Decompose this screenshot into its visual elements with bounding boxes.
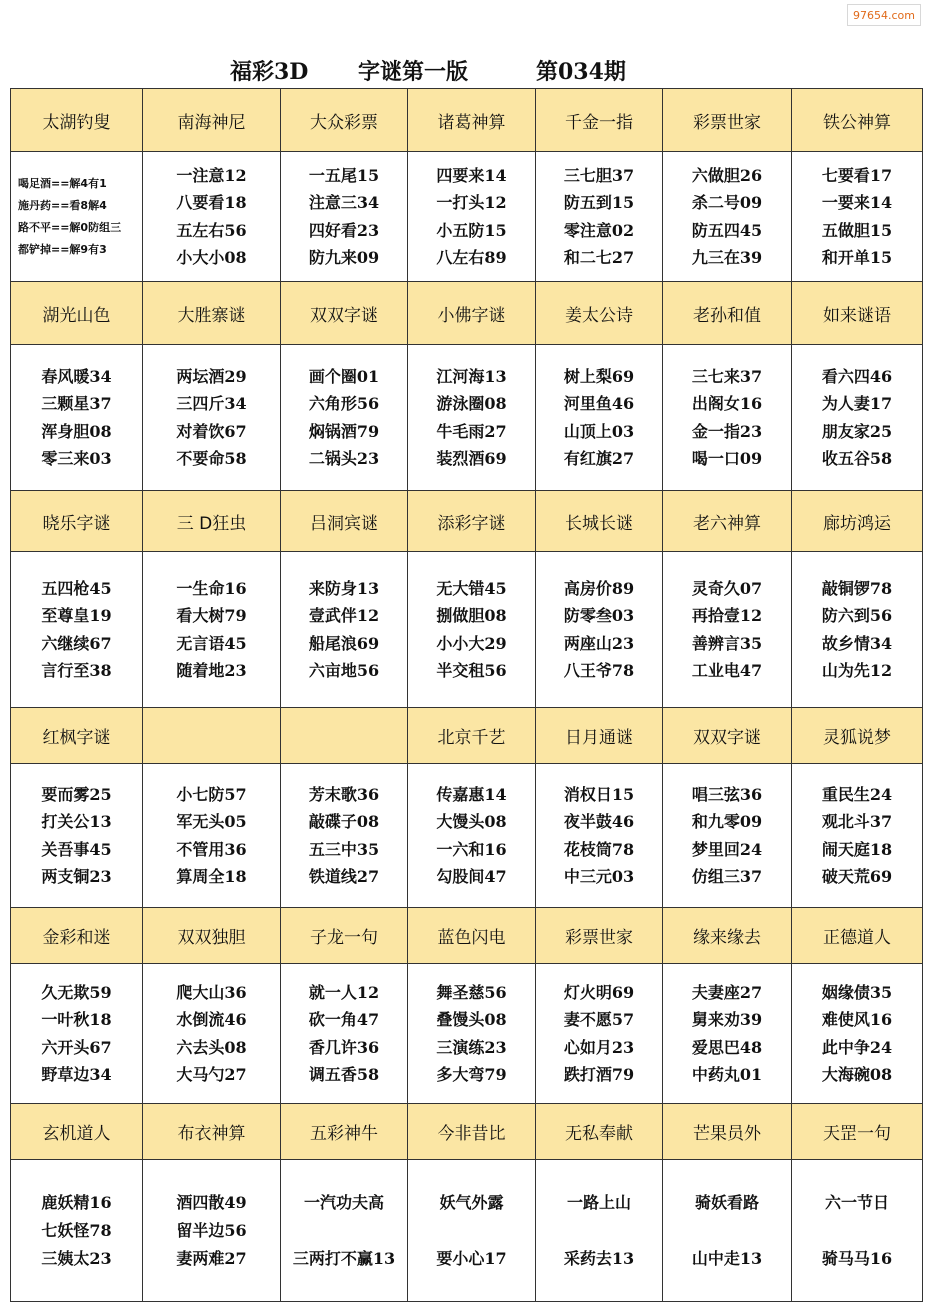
riddle-line: 舅来劝39 [691, 1010, 763, 1029]
riddle-line: 壹武伴12 [308, 606, 380, 625]
riddle-line: 言行至38 [41, 661, 112, 680]
riddle-line: 八左右89 [436, 248, 507, 267]
expert-name-cell: 添彩字谜 [408, 491, 536, 552]
expert-name-cell: 千金一指 [536, 89, 663, 152]
header-brand: 福彩3D [230, 59, 309, 85]
expert-name-cell: 今非昔比 [408, 1104, 536, 1160]
riddle-line: 二锅头23 [308, 449, 380, 468]
riddle-line: 两坛酒29 [176, 366, 247, 386]
riddle-line: 游泳圈08 [436, 394, 507, 413]
riddle-line: 花枝筒78 [563, 839, 635, 859]
riddle-line: 五做胆15 [821, 220, 893, 240]
riddle-line: 此中争24 [821, 1037, 893, 1057]
riddle-cell [281, 345, 408, 491]
expert-name-cell: 子龙一句 [281, 908, 408, 964]
riddle-line: 中三元03 [563, 867, 635, 886]
expert-name-cell: 蓝色闪电 [408, 908, 536, 964]
riddle-cell [663, 345, 792, 491]
expert-name-cell: 太湖钓叟 [11, 89, 143, 152]
riddle-line: 两座山23 [563, 633, 635, 653]
riddle-line: 算周全18 [176, 867, 247, 886]
rule-line: 喝足酒==解4有1 [18, 176, 107, 190]
expert-name-row [11, 1104, 923, 1160]
expert-name-cell: 湖光山色 [11, 282, 143, 345]
riddle-line: 两支铜23 [41, 867, 112, 886]
riddle-line: 无大错45 [436, 578, 507, 598]
riddle-cell [281, 552, 408, 708]
riddle-line: 六开头67 [41, 1037, 112, 1057]
riddle-line: 出阁女16 [691, 394, 763, 413]
riddle-cell [663, 152, 792, 282]
riddle-line: 半交租56 [436, 661, 507, 680]
riddle-line: 中药丸01 [691, 1065, 763, 1084]
expert-name-cell: 吕洞宾谜 [281, 491, 408, 552]
riddle-line: 四好看23 [308, 220, 380, 240]
riddle-line: 一要来14 [821, 193, 893, 212]
expert-name-cell: 布衣神算 [143, 1104, 281, 1160]
riddle-line: 就一人12 [308, 982, 380, 1002]
riddle-cell [792, 964, 923, 1104]
expert-name-cell: 双双字谜 [281, 282, 408, 345]
riddle-cell [663, 1160, 792, 1302]
riddle-line: 水倒流46 [176, 1010, 247, 1029]
riddle-line: 三四斤34 [176, 394, 247, 413]
riddle-line: 零注意02 [563, 220, 635, 240]
expert-name-cell: 三 D狂虫 [143, 491, 281, 552]
riddle-line: 酒四散49 [176, 1192, 247, 1212]
riddle-line: 久无欺59 [41, 982, 112, 1002]
riddle-line: 有红旗27 [563, 449, 635, 468]
riddle-line: 妻不愿57 [563, 1010, 635, 1029]
riddle-line: 舞圣慈56 [436, 982, 507, 1002]
riddle-line: 一六和16 [436, 839, 507, 859]
riddle-line: 五四枪45 [41, 578, 112, 598]
expert-name-row [11, 89, 923, 152]
riddle-line: 留半边56 [176, 1220, 247, 1240]
riddle-line: 收五谷58 [821, 449, 893, 468]
riddle-line: 再拾壹12 [691, 606, 763, 625]
riddle-line: 多大弯79 [436, 1065, 507, 1084]
riddle-line: 河里鱼46 [563, 394, 635, 413]
expert-name-cell: 大胜寨谜 [143, 282, 281, 345]
riddle-line: 树上梨69 [563, 366, 635, 386]
riddle-line: 牛毛雨27 [436, 421, 507, 441]
expert-name-cell: 日月通谜 [536, 708, 663, 764]
riddle-line: 捌做胆08 [436, 606, 507, 625]
riddle-line: 梦里回24 [691, 839, 763, 859]
riddle-line: 一注意12 [176, 165, 247, 185]
riddle-line: 一路上山 [566, 1192, 631, 1212]
riddle-line: 看大树79 [176, 606, 247, 625]
riddle-line: 装烈酒69 [436, 449, 507, 468]
riddle-line: 夜半鼓46 [563, 812, 635, 831]
riddle-cell [792, 1160, 923, 1302]
expert-name-cell: 金彩和迷 [11, 908, 143, 964]
riddle-row [11, 552, 923, 708]
riddle-row [11, 964, 923, 1104]
riddle-line: 五三中35 [308, 839, 380, 859]
riddle-line: 仿组三37 [691, 867, 763, 886]
riddle-cell [11, 964, 143, 1104]
riddle-line: 要而雾25 [41, 784, 112, 804]
riddle-line: 心如月23 [563, 1037, 635, 1057]
rules-cell [11, 152, 143, 282]
riddle-line: 九三在39 [691, 248, 763, 267]
expert-name-cell: 长城长谜 [536, 491, 663, 552]
expert-name-cell: 诸葛神算 [408, 89, 536, 152]
riddle-line: 灵奇久07 [691, 578, 763, 598]
riddle-row [11, 764, 923, 908]
riddle-line: 金一指23 [691, 421, 763, 441]
page-header [0, 55, 927, 85]
riddle-line: 浑身胆08 [41, 421, 112, 441]
riddle-row [11, 1160, 923, 1302]
riddle-cell [408, 764, 536, 908]
riddle-line: 破天荒69 [821, 867, 893, 886]
riddle-line: 六去头08 [176, 1037, 247, 1057]
riddle-cell [536, 152, 663, 282]
riddle-line: 六亩地56 [308, 661, 380, 680]
riddle-cell [11, 764, 143, 908]
riddle-line: 为人妻17 [821, 394, 893, 413]
riddle-line: 唱三弦36 [691, 784, 763, 804]
expert-name-row [11, 708, 923, 764]
expert-name-cell: 芒果员外 [663, 1104, 792, 1160]
riddle-line: 难使风16 [821, 1010, 893, 1029]
riddle-line: 香几许36 [308, 1037, 380, 1057]
expert-name-cell: 无私奉献 [536, 1104, 663, 1160]
riddle-line: 焖锅酒79 [308, 421, 380, 441]
rule-line: 路不平==解0防组三 [18, 220, 122, 234]
riddle-line: 小七防57 [176, 784, 247, 804]
riddle-line: 三演练23 [436, 1037, 507, 1057]
riddle-line: 工业电47 [691, 661, 763, 680]
riddle-line: 三颗星37 [41, 394, 112, 413]
riddle-cell [536, 964, 663, 1104]
riddle-cell [11, 1160, 143, 1302]
riddle-line [663, 1217, 791, 1245]
riddle-line: 敲碟子08 [308, 812, 380, 831]
riddle-line: 消权日15 [563, 784, 635, 804]
riddle-line: 骑马马16 [821, 1248, 893, 1268]
riddle-line: 野草边34 [41, 1065, 112, 1084]
riddle-line: 山中走13 [691, 1248, 763, 1268]
expert-name-cell: 大众彩票 [281, 89, 408, 152]
riddle-line: 零三来03 [41, 449, 112, 468]
riddle-line [281, 1217, 407, 1245]
riddle-line: 灯火明69 [563, 982, 635, 1002]
expert-name-cell: 如来谜语 [792, 282, 923, 345]
expert-name-cell: 廊坊鸿运 [792, 491, 923, 552]
riddle-line: 画个圈01 [308, 366, 380, 386]
riddle-cell [792, 345, 923, 491]
riddle-line: 善辨言35 [691, 633, 763, 653]
expert-name-cell [143, 708, 281, 764]
rule-line: 施丹药==看8解4 [18, 198, 107, 212]
riddle-cell [143, 552, 281, 708]
riddle-line: 来防身13 [308, 578, 380, 598]
riddle-line: 敲铜锣78 [821, 578, 893, 598]
expert-name-cell [281, 708, 408, 764]
riddle-line: 防五到15 [563, 193, 635, 212]
riddle-line: 高房价89 [563, 578, 635, 598]
expert-name-cell: 南海神尼 [143, 89, 281, 152]
riddle-line: 山为先12 [821, 661, 893, 680]
riddle-line [536, 1217, 662, 1245]
riddle-cell [536, 764, 663, 908]
riddle-line: 防五四45 [691, 220, 763, 240]
expert-name-row [11, 282, 923, 345]
riddle-line: 大海碗08 [821, 1065, 893, 1084]
riddle-line [408, 1217, 535, 1245]
riddle-cell [536, 552, 663, 708]
riddle-line: 三姨太23 [41, 1248, 112, 1268]
expert-name-cell: 姜太公诗 [536, 282, 663, 345]
riddle-cell [143, 345, 281, 491]
riddle-line: 小小大29 [436, 633, 507, 653]
riddle-line: 爬大山36 [176, 982, 247, 1002]
riddle-line: 砍一角47 [308, 1010, 380, 1029]
riddle-grid [10, 88, 923, 1302]
riddle-line: 军无头05 [176, 812, 247, 831]
riddle-cell [408, 552, 536, 708]
expert-name-cell: 晓乐字谜 [11, 491, 143, 552]
riddle-line: 一汽功夫高 [303, 1192, 384, 1212]
riddle-line: 采药去13 [563, 1248, 635, 1268]
riddle-line: 要小心17 [436, 1248, 507, 1268]
riddle-line: 跌打酒79 [563, 1065, 635, 1084]
riddle-line: 六一节日 [824, 1192, 889, 1212]
riddle-line: 和开单15 [821, 248, 893, 267]
riddle-line: 山顶上03 [563, 421, 635, 441]
riddle-line: 七要看17 [821, 165, 893, 185]
riddle-line: 闹天庭18 [821, 839, 893, 859]
expert-name-cell: 北京千艺 [408, 708, 536, 764]
riddle-line: 传嘉惠14 [436, 784, 507, 804]
riddle-cell [408, 152, 536, 282]
riddle-line: 春风暖34 [41, 366, 112, 386]
rule-line: 都铲掉==解9有3 [18, 242, 107, 256]
expert-name-cell: 双双字谜 [663, 708, 792, 764]
riddle-line: 注意三34 [308, 193, 380, 212]
riddle-line: 六继续67 [41, 633, 112, 653]
riddle-line: 不管用36 [176, 839, 247, 859]
riddle-line: 不要命58 [176, 449, 247, 468]
expert-name-cell: 玄机道人 [11, 1104, 143, 1160]
site-watermark: 97654.com [847, 4, 921, 26]
expert-name-cell: 彩票世家 [536, 908, 663, 964]
riddle-line: 调五香58 [308, 1065, 380, 1084]
riddle-line: 大马勺27 [176, 1065, 247, 1084]
riddle-cell [281, 1160, 408, 1302]
riddle-line: 四要来14 [436, 165, 507, 185]
expert-name-cell: 老孙和值 [663, 282, 792, 345]
riddle-line: 三七胆37 [563, 165, 635, 185]
expert-name-cell: 老六神算 [663, 491, 792, 552]
riddle-line: 故乡情34 [821, 633, 893, 653]
riddle-line: 船尾浪69 [308, 633, 380, 653]
riddle-cell [143, 964, 281, 1104]
riddle-line: 三七来37 [691, 366, 763, 386]
expert-name-cell: 双双独胆 [143, 908, 281, 964]
riddle-line: 防六到56 [821, 606, 893, 625]
riddle-line: 八王爷78 [563, 661, 635, 680]
riddle-line: 三两打不赢13 [292, 1248, 396, 1268]
header-issue: 第034期 [536, 59, 626, 85]
riddle-cell [143, 1160, 281, 1302]
riddle-line: 妻两难27 [176, 1248, 247, 1268]
expert-name-cell: 正德道人 [792, 908, 923, 964]
riddle-line: 防九来09 [308, 248, 380, 267]
expert-name-cell: 缘来缘去 [663, 908, 792, 964]
riddle-line: 一叶秋18 [41, 1010, 112, 1029]
expert-name-cell: 红枫字谜 [11, 708, 143, 764]
riddle-cell [281, 152, 408, 282]
riddle-cell [663, 764, 792, 908]
header-edition: 字谜第一版 [358, 59, 469, 85]
riddle-line [792, 1217, 922, 1245]
riddle-line: 一五尾15 [308, 165, 380, 185]
riddle-line: 七妖怪78 [41, 1220, 112, 1240]
riddle-cell [11, 345, 143, 491]
riddle-line: 一打头12 [436, 193, 507, 212]
riddle-line: 和二七27 [563, 248, 635, 267]
riddle-cell [143, 764, 281, 908]
riddle-cell [408, 964, 536, 1104]
riddle-line: 姻缘债35 [821, 982, 893, 1002]
expert-name-cell: 彩票世家 [663, 89, 792, 152]
riddle-line: 骑妖看路 [694, 1192, 759, 1212]
riddle-line: 六角形56 [308, 394, 380, 413]
riddle-line: 朋友家25 [821, 421, 893, 441]
riddle-line: 打关公13 [41, 812, 112, 831]
riddle-cell [11, 552, 143, 708]
riddle-line: 江河海13 [436, 366, 507, 386]
riddle-row [11, 345, 923, 491]
riddle-line: 和九零09 [691, 812, 763, 831]
riddle-line: 杀二号09 [691, 193, 763, 212]
riddle-line: 八要看18 [176, 193, 247, 212]
riddle-line: 重民生24 [821, 784, 893, 804]
riddle-line: 大馒头08 [436, 812, 507, 831]
expert-name-cell: 灵狐说梦 [792, 708, 923, 764]
riddle-line: 关吾事45 [41, 839, 112, 859]
riddle-cell [792, 764, 923, 908]
riddle-line: 喝一口09 [691, 449, 763, 468]
riddle-line: 叠馒头08 [436, 1010, 507, 1029]
expert-name-cell: 天罡一句 [792, 1104, 923, 1160]
riddle-line: 一生命16 [176, 578, 247, 598]
riddle-cell [143, 152, 281, 282]
expert-name-cell: 小佛字谜 [408, 282, 536, 345]
riddle-line: 爱思巴48 [691, 1037, 763, 1057]
riddle-row [11, 152, 923, 282]
riddle-cell [281, 964, 408, 1104]
riddle-line: 至尊皇19 [41, 606, 112, 625]
riddle-line: 夫妻座27 [691, 982, 763, 1002]
riddle-cell [408, 1160, 536, 1302]
riddle-line: 无言语45 [176, 633, 247, 653]
riddle-cell [408, 345, 536, 491]
riddle-line: 看六四46 [821, 366, 893, 386]
riddle-cell [792, 152, 923, 282]
riddle-line: 小大小08 [176, 248, 247, 267]
riddle-line: 对着饮67 [176, 421, 247, 441]
expert-name-row [11, 908, 923, 964]
riddle-cell [792, 552, 923, 708]
expert-name-cell: 五彩神牛 [281, 1104, 408, 1160]
riddle-line: 随着地23 [176, 661, 247, 680]
riddle-cell [663, 552, 792, 708]
riddle-line: 芳末歌36 [308, 784, 380, 804]
expert-name-row [11, 491, 923, 552]
riddle-line: 勾股间47 [436, 867, 507, 886]
riddle-line: 六做胆26 [691, 165, 763, 185]
expert-name-cell: 铁公神算 [792, 89, 923, 152]
riddle-line: 小五防15 [436, 220, 507, 240]
riddle-cell [663, 964, 792, 1104]
riddle-line: 五左右56 [176, 220, 247, 240]
riddle-line: 妖气外露 [439, 1192, 504, 1212]
riddle-line: 防零叁03 [563, 606, 635, 625]
riddle-cell [536, 345, 663, 491]
riddle-cell [536, 1160, 663, 1302]
riddle-line: 铁道线27 [308, 867, 380, 886]
riddle-line: 观北斗37 [821, 812, 893, 831]
riddle-cell [281, 764, 408, 908]
riddle-line: 鹿妖精16 [41, 1192, 112, 1212]
